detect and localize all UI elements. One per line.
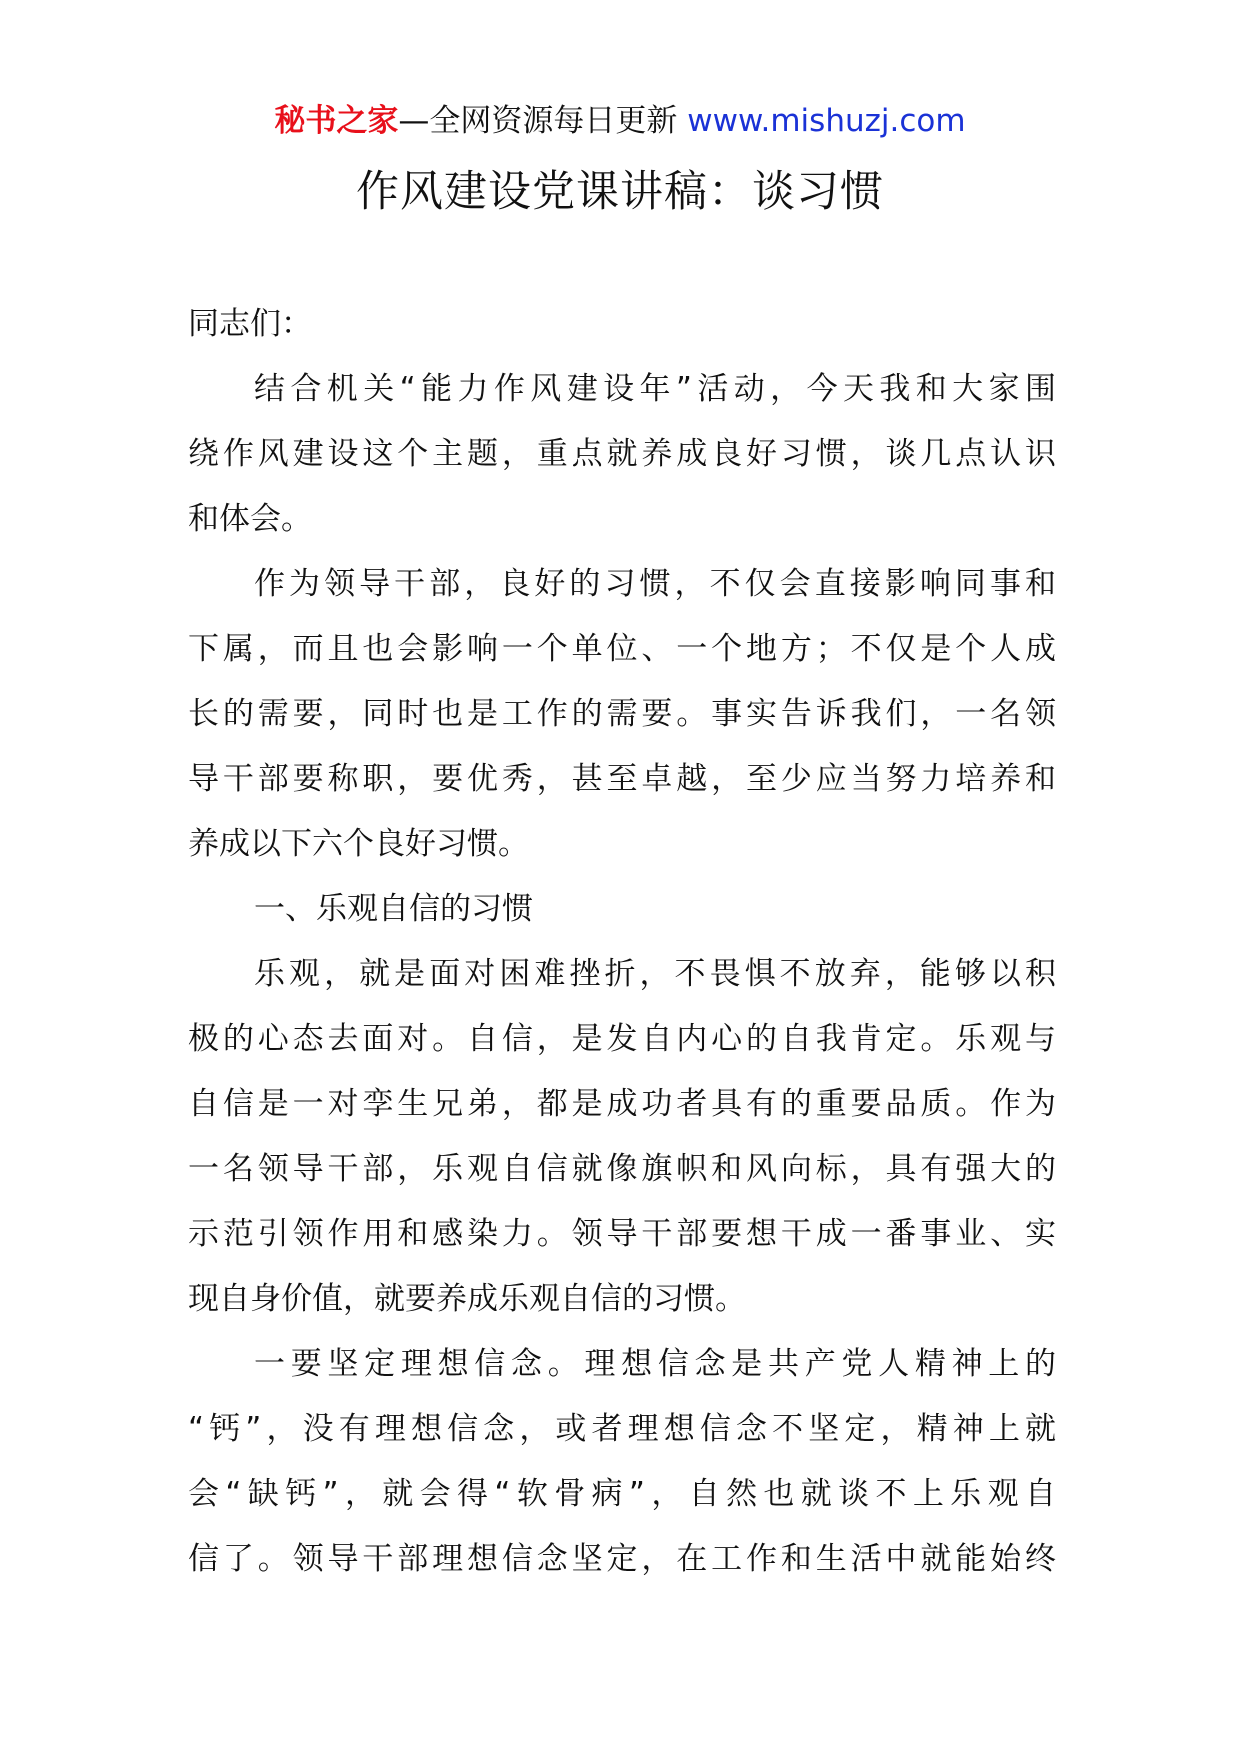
site-url-link[interactable]: www.mishuzj.com — [687, 103, 966, 139]
body-text-line: 信了。领导干部理想信念坚定，在工作和生活中就能始终 — [188, 1541, 1056, 1577]
body-text-line: “钙”，没有理想信念，或者理想信念不坚定，精神上就 — [188, 1411, 1056, 1447]
body-text-line: 结合机关“能力作风建设年”活动，今天我和大家围 — [254, 371, 1056, 407]
body-text-line: 示范引领作用和感染力。领导干部要想干成一番事业、实 — [188, 1216, 1056, 1252]
document-body — [188, 292, 1056, 1592]
body-text-line: 绕作风建设这个主题，重点就养成良好习惯，谈几点认识 — [188, 436, 1056, 472]
body-text-line: 一、乐观自信的习惯 — [254, 891, 533, 927]
body-text-line: 下属，而且也会影响一个单位、一个地方；不仅是个人成 — [188, 631, 1056, 667]
body-text-line: 作为领导干部，良好的习惯，不仅会直接影响同事和 — [254, 566, 1056, 602]
site-banner — [0, 100, 1240, 142]
body-text-line: 长的需要，同时也是工作的需要。事实告诉我们，一名领 — [188, 696, 1056, 732]
body-text-line: 同志们： — [188, 306, 312, 342]
body-text-line: 极的心态去面对。自信，是发自内心的自我肯定。乐观与 — [188, 1021, 1056, 1057]
body-text-line: 导干部要称职，要优秀，甚至卓越，至少应当努力培养和 — [188, 761, 1056, 797]
body-text-line: 和体会。 — [188, 501, 312, 537]
body-text-line: 养成以下六个良好习惯。 — [188, 826, 529, 862]
site-brand: 秘书之家 — [274, 103, 399, 139]
body-text-line: 自信是一对孪生兄弟，都是成功者具有的重要品质。作为 — [188, 1086, 1056, 1122]
site-tagline: —全网资源每日更新 — [398, 103, 688, 139]
body-text-line: 会“缺钙”，就会得“软骨病”，自然也就谈不上乐观自 — [188, 1476, 1056, 1512]
body-text-line: 现自身价值，就要养成乐观自信的习惯。 — [188, 1281, 746, 1317]
body-text-line: 乐观，就是面对困难挫折，不畏惧不放弃，能够以积 — [254, 956, 1056, 992]
body-text-line: 一名领导干部，乐观自信就像旗帜和风向标，具有强大的 — [188, 1151, 1056, 1187]
body-text-line: 一要坚定理想信念。理想信念是共产党人精神上的 — [254, 1346, 1056, 1382]
document-title: 作风建设党课讲稿：谈习惯 — [356, 167, 884, 217]
